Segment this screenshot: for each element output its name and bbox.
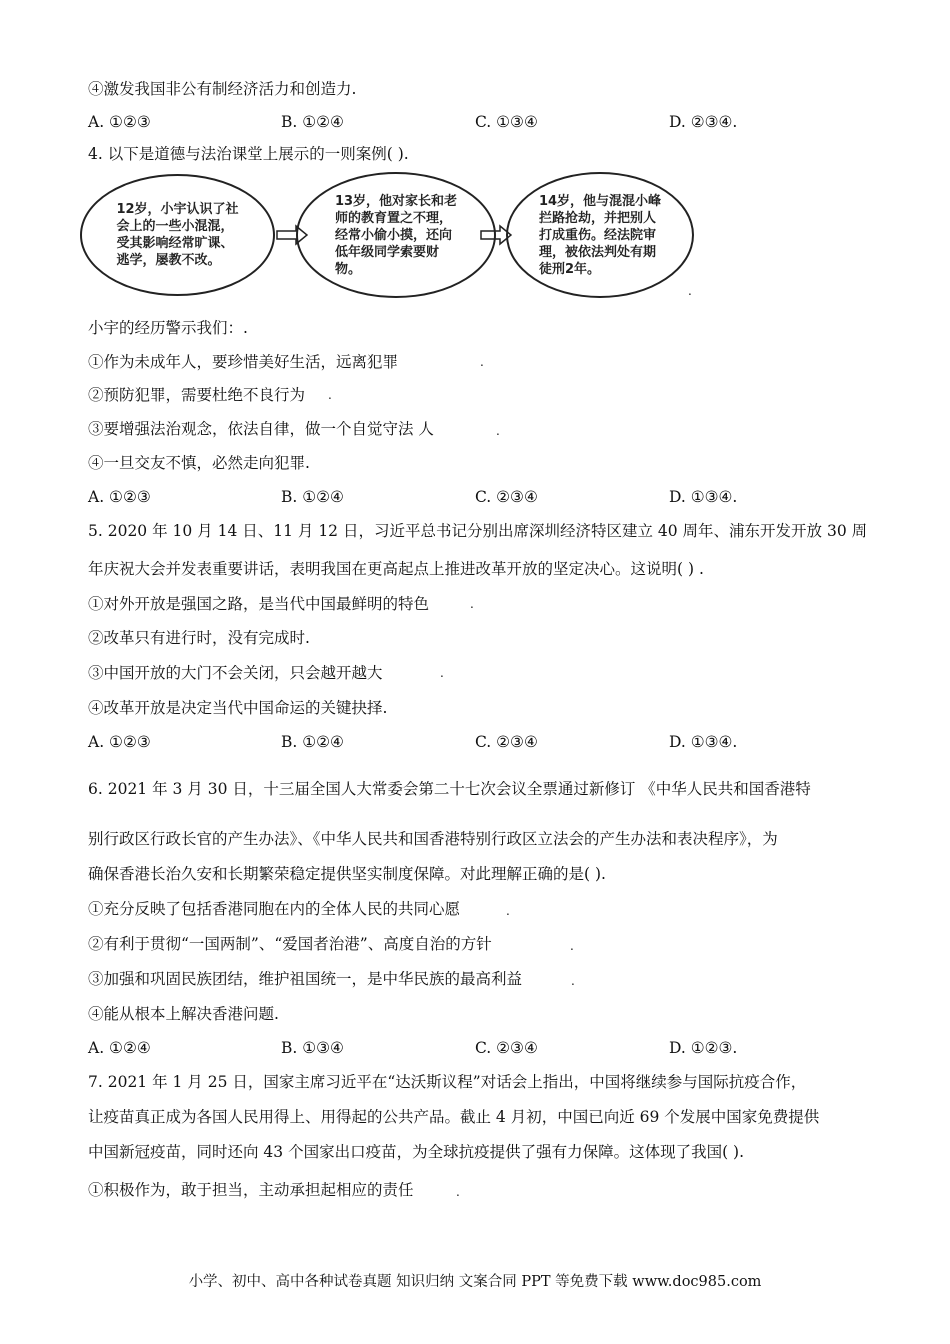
case-bubble-text: 13岁，他对家长和老 师的教育置之不理， 经常小偷小摸，还向 低年级同学索要财 物。 (334, 193, 458, 277)
option-d: D. ①③④. (669, 488, 738, 506)
case-bubble-age-14 (506, 172, 694, 298)
q6-stem-line-3: 确保香港长治久安和长期繁荣稳定提供坚实制度保障。对此理解正确的是( ). (88, 865, 606, 883)
q5-stem-line-1: 5. 2020 年 10 月 14 日、11 月 12 日，习近平总书记分别出席深圳经济特区建立 40 周年、浦东开发开放 30 周 (88, 522, 868, 540)
trailing-dot: . (571, 974, 575, 988)
option-d: D. ①③④. (669, 733, 738, 751)
option-a: A. ①②③ (88, 733, 151, 751)
option-c: C. ②③④ (475, 488, 538, 506)
q4-options (88, 487, 808, 507)
case-bubble-age-13 (296, 172, 496, 298)
q7-statement-1: ①积极作为，敢于担当，主动承担起相应的责任 (88, 1181, 414, 1199)
q6-stem-line-1: 6. 2021 年 3 月 30 日，十三届全国人大常委会第二十七次会议全票通过新修订 《中华人民共和国香港特 (88, 780, 811, 798)
case-bubble-text: 12岁，小宇认识了社 会上的一些小混混， 受其影响经常旷课、 逃学，屡教不改。 (116, 202, 239, 268)
option-b: B. ①②④ (281, 733, 344, 751)
q5-statement-2: ②改革只有进行时，没有完成时. (88, 629, 310, 647)
q6-statement-3: ③加强和巩固民族团结，维护祖国统一，是中华民族的最高利益 (88, 970, 523, 988)
option-b: B. ①③④ (281, 1039, 344, 1057)
q4-intro: 小宇的经历警示我们：. (88, 319, 248, 337)
option-a: A. ①②③ (88, 488, 151, 506)
q5-statement-1: ①对外开放是强国之路，是当代中国最鲜明的特色 (88, 595, 430, 613)
q4-stem: 4. 以下是道德与法治课堂上展示的一则案例( ). (88, 145, 409, 163)
q7-stem-line-2: 让疫苗真正成为各国人民用得上、用得起的公共产品。截止 4 月初，中国已向近 69 个发展中国家免费提供 (88, 1108, 820, 1126)
q6-options (88, 1038, 808, 1058)
q3-options (88, 112, 808, 132)
trailing-dot: . (496, 424, 500, 438)
option-d: D. ①②③. (669, 1039, 738, 1057)
case-bubble-text: 14岁，他与混混小峰 拦路抢劫，并把别人 打成重伤。经法院审 理，被依法判处有期 徒刑2年。 (538, 193, 662, 277)
option-b: B. ①②④ (281, 488, 344, 506)
q4-statement-3: ③要增强法治观念，依法自律，做一个自觉守法 人 (88, 420, 434, 438)
q4-statement-4: ④一旦交友不慎，必然走向犯罪. (88, 454, 310, 472)
trailing-dot: . (688, 284, 692, 298)
option-d: D. ②③④. (669, 113, 738, 131)
trailing-dot: . (570, 939, 574, 953)
trailing-dot: . (480, 355, 484, 369)
q7-stem-line-1: 7. 2021 年 1 月 25 日，国家主席习近平在“达沃斯议程”对话会上指出，中国将继续参与国际抗疫合作， (88, 1073, 807, 1091)
case-bubble-age-12 (80, 174, 275, 296)
trailing-dot: . (506, 904, 510, 918)
case-flow-diagram (80, 172, 700, 302)
q4-statement-1: ①作为未成年人，要珍惜美好生活，远离犯罪 (88, 353, 399, 371)
trailing-dot: . (456, 1185, 460, 1199)
q6-stem-line-2: 别行政区行政长官的产生办法》、《中华人民共和国香港特别行政区立法会的产生办法和表决程序》，为 (88, 830, 778, 848)
trailing-dot: . (328, 388, 332, 402)
trailing-dot: . (470, 597, 474, 611)
q4-statement-2: ②预防犯罪，需要杜绝不良行为 (88, 386, 306, 404)
q5-options (88, 732, 808, 752)
q5-statement-3: ③中国开放的大门不会关闭，只会越开越大 (88, 664, 383, 682)
option-c: C. ②③④ (475, 1039, 538, 1057)
q6-statement-2: ②有利于贯彻“一国两制”、“爱国者治港”、高度自治的方针 (88, 935, 492, 953)
q6-statement-4: ④能从根本上解决香港问题. (88, 1005, 279, 1023)
option-c: C. ②③④ (475, 733, 538, 751)
q7-stem-line-3: 中国新冠疫苗，同时还向 43 个国家出口疫苗，为全球抗疫提供了强有力保障。这体现了我国( ). (88, 1143, 745, 1161)
option-a: A. ①②④ (88, 1039, 151, 1057)
option-b: B. ①②④ (281, 113, 344, 131)
q5-stem-line-2: 年庆祝大会并发表重要讲话，表明我国在更高起点上推进改革开放的坚定决心。这说明( ) . (88, 560, 704, 578)
trailing-dot: . (440, 666, 444, 680)
option-c: C. ①③④ (475, 113, 538, 131)
page-footer: 小学、初中、高中各种试卷真题 知识归纳 文案合同 PPT 等免费下载 www.doc985.com (188, 1274, 762, 1290)
q6-statement-1: ①充分反映了包括香港同胞在内的全体人民的共同心愿 (88, 900, 461, 918)
prev-statement-4: ④激发我国非公有制经济活力和创造力. (88, 80, 357, 98)
q5-statement-4: ④改革开放是决定当代中国命运的关键抉择. (88, 699, 388, 717)
option-a: A. ①②③ (88, 113, 151, 131)
